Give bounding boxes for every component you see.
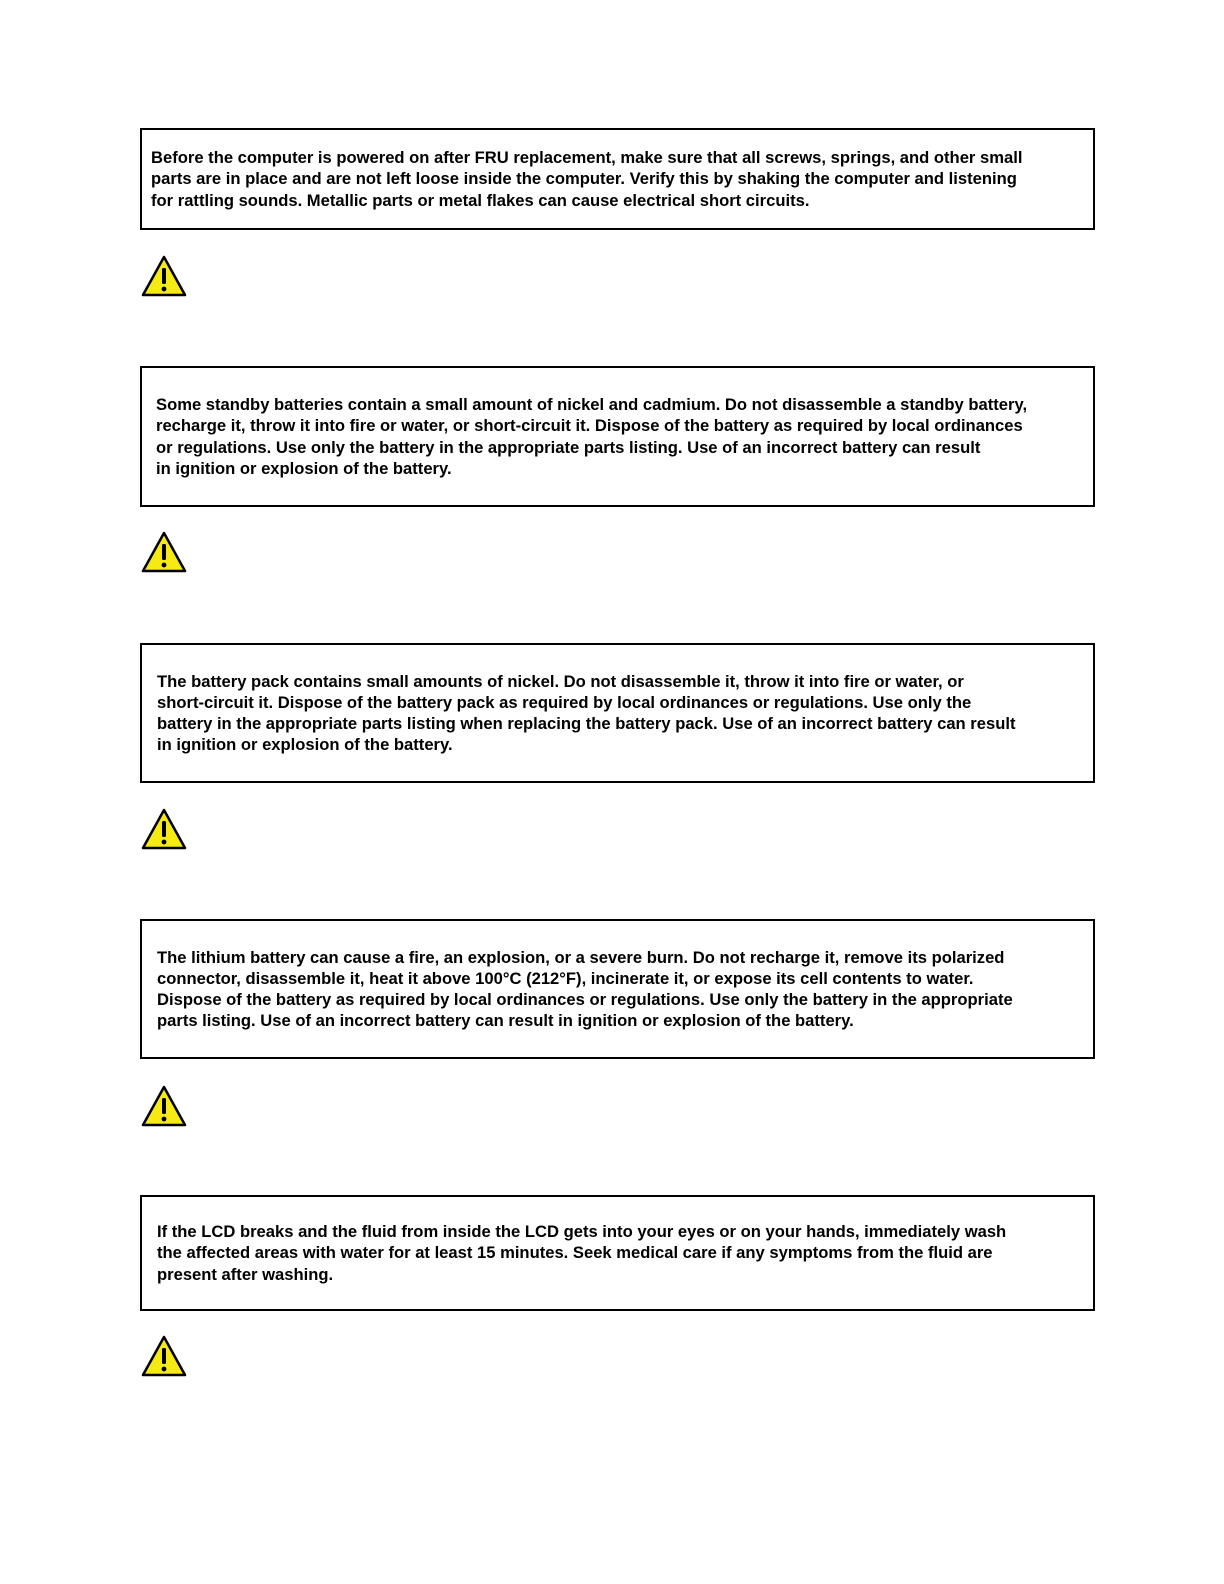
notice-box-standby-battery: [140, 366, 1095, 507]
warning-triangle-icon: [141, 1085, 187, 1127]
warning-triangle-icon: [141, 255, 187, 297]
notice-box-screws: [140, 128, 1095, 230]
notice-text: The battery pack contains small amounts of nickel. Do not disassemble it, throw it into fire or water, or short-circuit it. Dispose of the battery pack as required by local ordinances or regulations. Use only the battery in the appropriate parts listing when replacing the battery pack. Use of an incorrect battery can result in ignition or explosion of the battery.: [157, 671, 1016, 755]
notice-box-battery-pack: [140, 643, 1095, 783]
warning-triangle-icon: [141, 531, 187, 573]
notice-box-lcd: [140, 1195, 1095, 1311]
notice-text: If the LCD breaks and the fluid from inside the LCD gets into your eyes or on your hands, immediately wash the affected areas with water for at least 15 minutes. Seek medical care if any symptoms from the fluid are present after washing.: [157, 1222, 1007, 1284]
notice-text: Before the computer is powered on after FRU replacement, make sure that all screws, springs, and other small parts are in place and are not left loose inside the computer. Verify this by shaking the computer and listening for rattling sounds. Metallic parts or metal flakes can cause electrical short circuits.: [151, 148, 1023, 210]
warning-triangle-icon: [141, 1335, 187, 1377]
warning-triangle-icon: [141, 808, 187, 850]
notice-box-lithium-battery: [140, 919, 1095, 1059]
notice-text: Some standby batteries contain a small amount of nickel and cadmium. Do not disassemble a standby battery, recharge it, throw it into fire or water, or short-circuit it. Dispose of the battery as required by local ordinances or regulations. Use only the battery in the appropriate parts listing. Use of an incorrect battery can result in ignition or explosion of the battery.: [156, 395, 1028, 478]
notice-text: The lithium battery can cause a fire, an explosion, or a severe burn. Do not recharge it, remove its polarized connector, disassemble it, heat it above 100°C (212°F), incinerate it, or expose its cell contents to water. Dispose of the battery as required by local ordinances or regulations. Use only the battery in the appropriate parts listing. Use of an incorrect battery can result in ignition or explosion of the battery.: [157, 947, 1013, 1031]
